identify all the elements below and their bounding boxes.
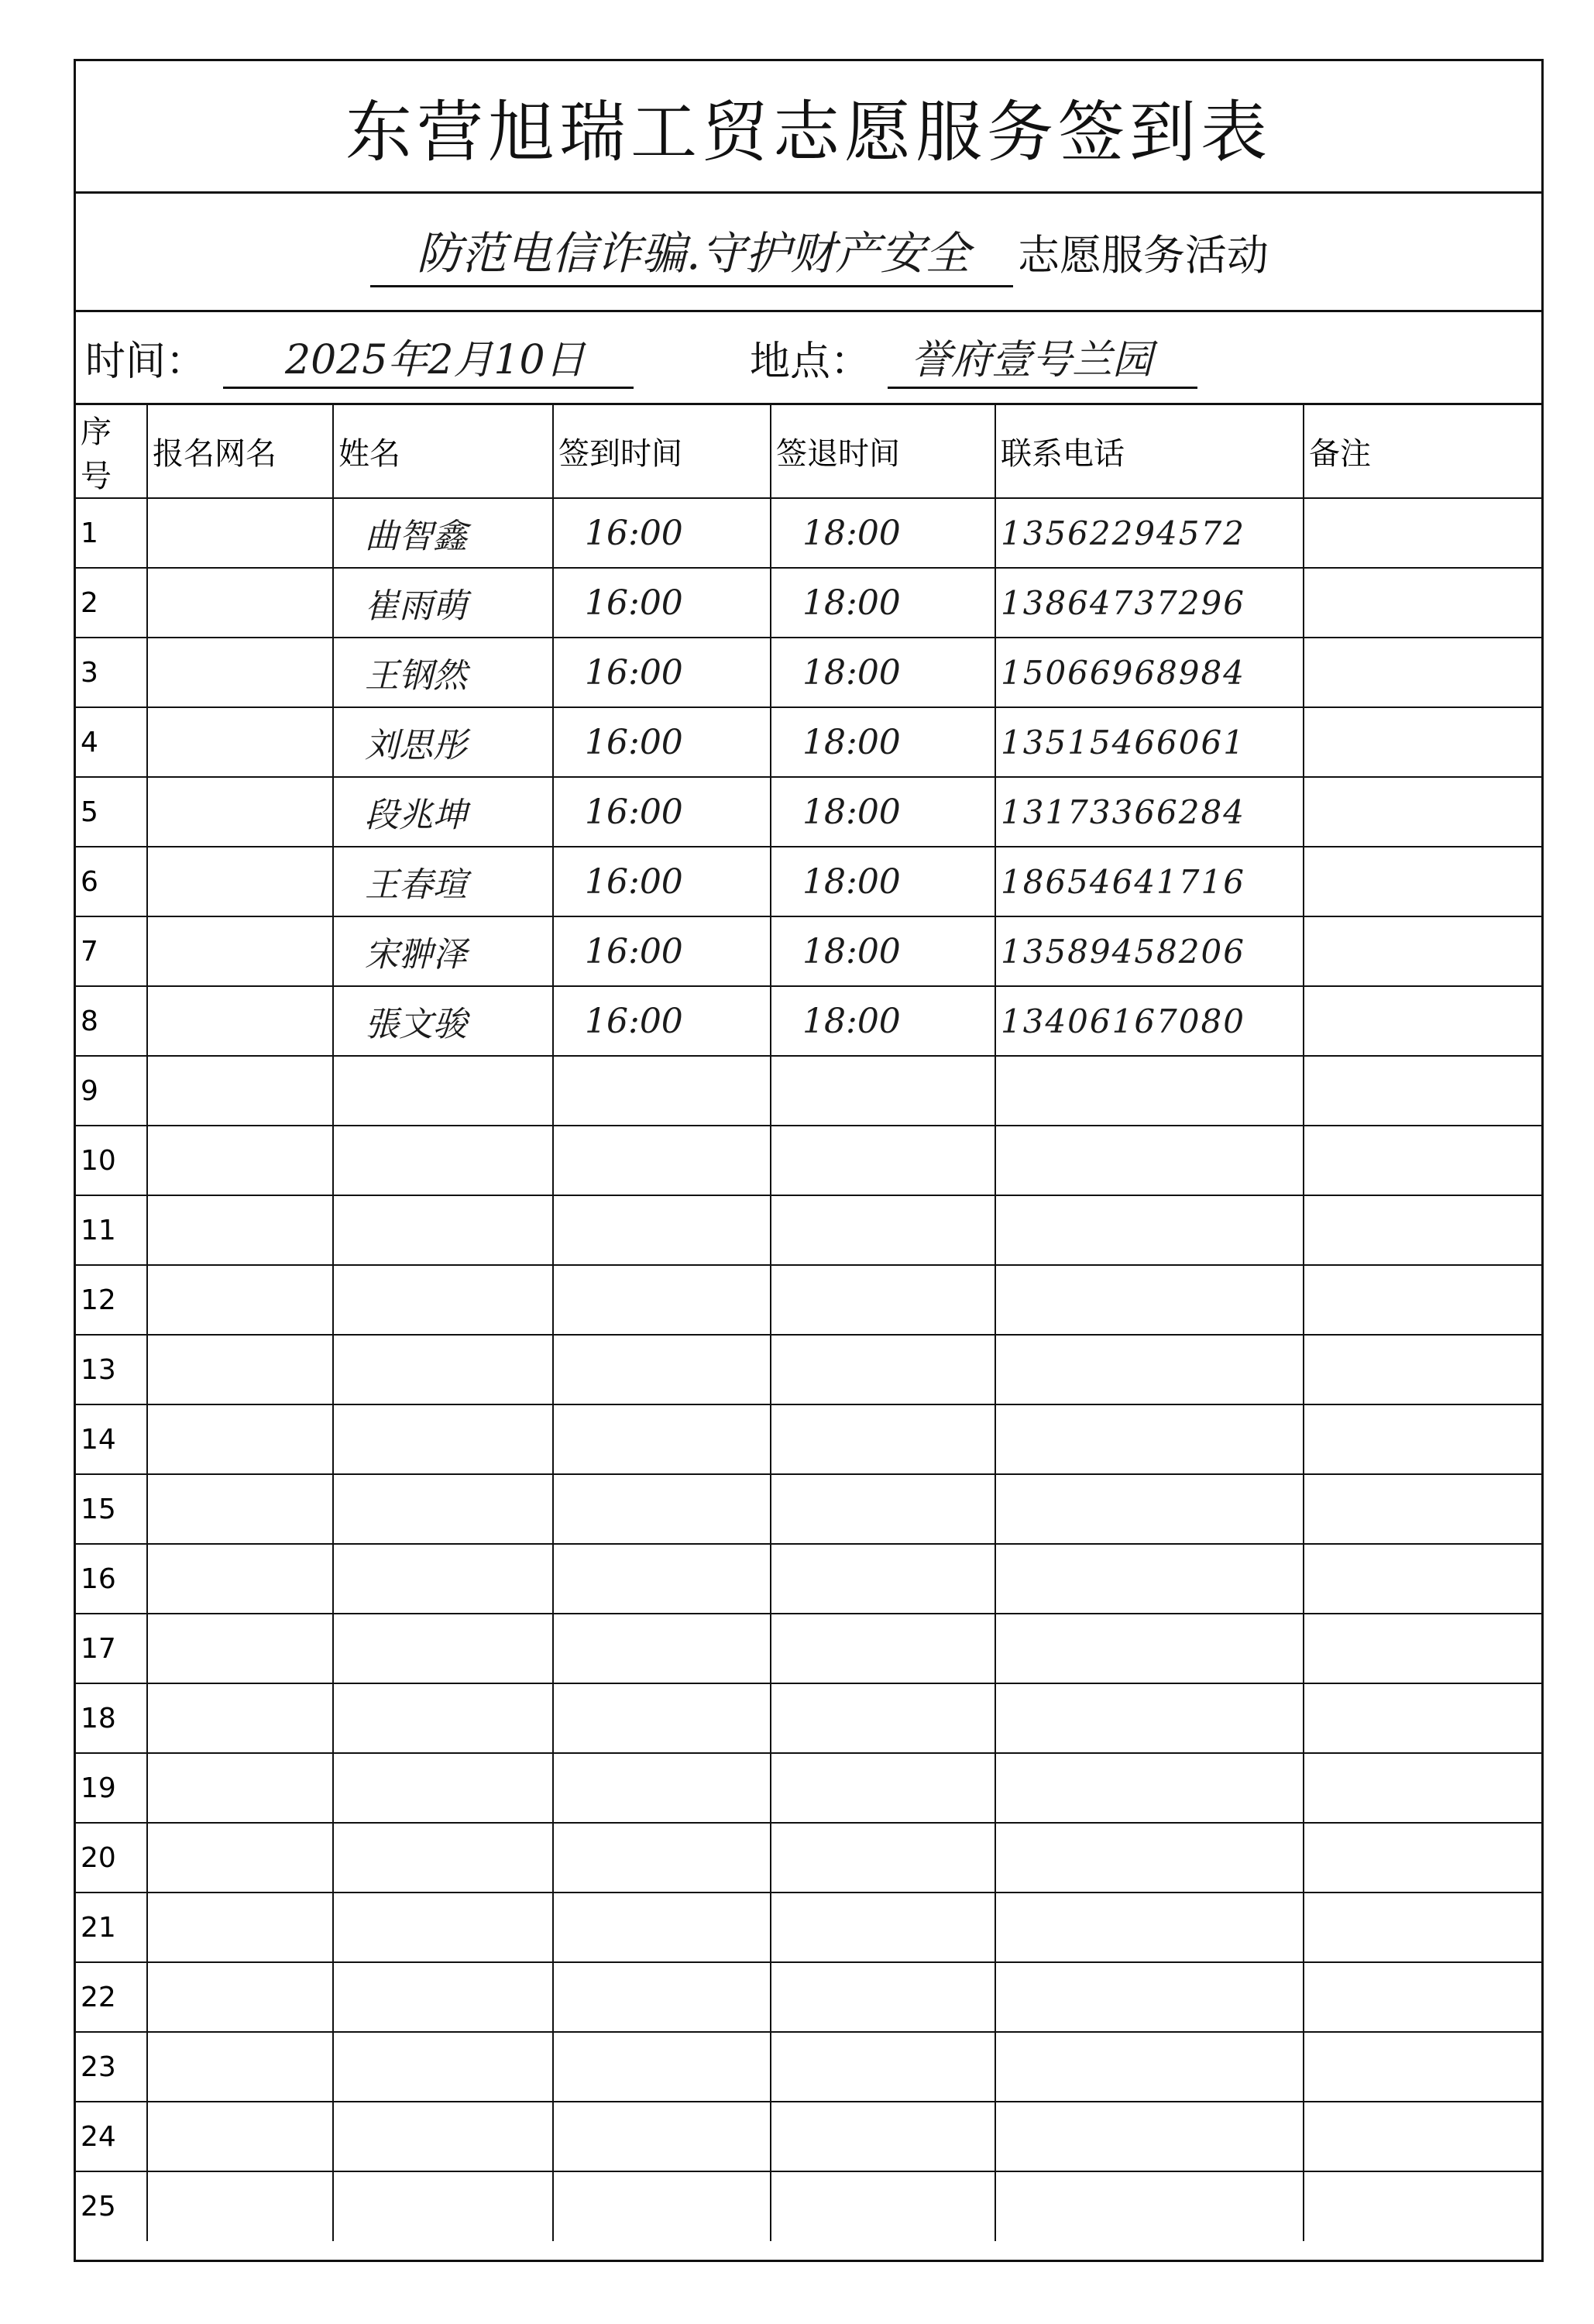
cell-name bbox=[333, 1404, 553, 1474]
table-row bbox=[76, 777, 1541, 847]
cell-name bbox=[333, 2032, 553, 2102]
cell-no: 11 bbox=[76, 1195, 147, 1265]
cell-phone: 18654641716 bbox=[995, 847, 1304, 916]
table-body bbox=[76, 498, 1541, 2241]
cell-name: 刘思彤 bbox=[333, 707, 553, 777]
cell-remarks bbox=[1304, 707, 1541, 777]
cell-no: 23 bbox=[76, 2032, 147, 2102]
header-sign-in-time: 签到时间 bbox=[553, 405, 771, 498]
sign-in-sheet bbox=[74, 59, 1544, 2262]
cell-nickname bbox=[147, 1823, 333, 1893]
sheet-title: 东营旭瑞工贸志愿服务签到表 bbox=[76, 61, 1541, 194]
cell-remarks bbox=[1304, 1753, 1541, 1823]
activity-suffix: 志愿服务活动 bbox=[1018, 230, 1269, 280]
cell-remarks bbox=[1304, 638, 1541, 707]
cell-no: 25 bbox=[76, 2171, 147, 2241]
header-nickname: 报名网名 bbox=[147, 405, 333, 498]
location-value: 誉府壹号兰园 bbox=[888, 327, 1197, 389]
table-row bbox=[76, 1126, 1541, 1195]
cell-name bbox=[333, 1544, 553, 1614]
cell-sign-out-time bbox=[771, 1893, 995, 1962]
cell-name: 張文骏 bbox=[333, 986, 553, 1056]
cell-no: 22 bbox=[76, 1962, 147, 2032]
cell-no: 4 bbox=[76, 707, 147, 777]
cell-nickname bbox=[147, 916, 333, 986]
cell-no: 1 bbox=[76, 498, 147, 568]
cell-sign-in-time bbox=[553, 1544, 771, 1614]
table-row bbox=[76, 1056, 1541, 1126]
cell-phone: 13562294572 bbox=[995, 498, 1304, 568]
time-label: 时间： bbox=[85, 339, 207, 385]
cell-no: 5 bbox=[76, 777, 147, 847]
cell-remarks bbox=[1304, 1893, 1541, 1962]
cell-phone: 15066968984 bbox=[995, 638, 1304, 707]
cell-phone: 13406167080 bbox=[995, 986, 1304, 1056]
cell-no: 3 bbox=[76, 638, 147, 707]
cell-phone bbox=[995, 1544, 1304, 1614]
cell-sign-in-time bbox=[553, 1056, 771, 1126]
cell-no: 6 bbox=[76, 847, 147, 916]
cell-nickname bbox=[147, 1335, 333, 1404]
cell-remarks bbox=[1304, 1614, 1541, 1683]
activity-line bbox=[76, 194, 1541, 312]
table-row bbox=[76, 1893, 1541, 1962]
cell-nickname bbox=[147, 1195, 333, 1265]
cell-sign-in-time: 16:00 bbox=[553, 638, 771, 707]
header-phone: 联系电话 bbox=[995, 405, 1304, 498]
cell-sign-out-time bbox=[771, 1823, 995, 1893]
cell-sign-out-time: 18:00 bbox=[771, 777, 995, 847]
cell-phone bbox=[995, 2102, 1304, 2171]
cell-no: 18 bbox=[76, 1683, 147, 1753]
cell-sign-out-time bbox=[771, 1753, 995, 1823]
cell-sign-out-time: 18:00 bbox=[771, 916, 995, 986]
cell-nickname bbox=[147, 1265, 333, 1335]
cell-nickname bbox=[147, 2171, 333, 2241]
cell-sign-in-time bbox=[553, 2032, 771, 2102]
cell-nickname bbox=[147, 986, 333, 1056]
cell-sign-in-time: 16:00 bbox=[553, 916, 771, 986]
cell-phone bbox=[995, 1823, 1304, 1893]
cell-phone bbox=[995, 1195, 1304, 1265]
cell-sign-out-time bbox=[771, 2032, 995, 2102]
table-row bbox=[76, 1195, 1541, 1265]
cell-phone bbox=[995, 2171, 1304, 2241]
cell-remarks bbox=[1304, 568, 1541, 638]
cell-sign-in-time bbox=[553, 1474, 771, 1544]
cell-name bbox=[333, 1753, 553, 1823]
cell-no: 8 bbox=[76, 986, 147, 1056]
cell-sign-out-time bbox=[771, 1056, 995, 1126]
table-row bbox=[76, 2102, 1541, 2171]
meta-line bbox=[76, 312, 1541, 405]
cell-no: 10 bbox=[76, 1126, 147, 1195]
cell-no: 21 bbox=[76, 1893, 147, 1962]
cell-nickname bbox=[147, 707, 333, 777]
table-row bbox=[76, 568, 1541, 638]
cell-sign-out-time: 18:00 bbox=[771, 568, 995, 638]
table-row bbox=[76, 638, 1541, 707]
cell-name bbox=[333, 1893, 553, 1962]
cell-sign-in-time bbox=[553, 1614, 771, 1683]
cell-remarks bbox=[1304, 916, 1541, 986]
header-no: 序号 bbox=[76, 405, 147, 498]
cell-no: 19 bbox=[76, 1753, 147, 1823]
table-row bbox=[76, 847, 1541, 916]
cell-sign-in-time bbox=[553, 1126, 771, 1195]
table-row bbox=[76, 1823, 1541, 1893]
cell-name bbox=[333, 1126, 553, 1195]
cell-name bbox=[333, 1614, 553, 1683]
cell-sign-out-time: 18:00 bbox=[771, 986, 995, 1056]
cell-sign-in-time: 16:00 bbox=[553, 847, 771, 916]
cell-remarks bbox=[1304, 1404, 1541, 1474]
cell-phone bbox=[995, 1683, 1304, 1753]
cell-sign-out-time bbox=[771, 1474, 995, 1544]
cell-sign-in-time bbox=[553, 1962, 771, 2032]
cell-phone bbox=[995, 2032, 1304, 2102]
header-remarks: 备注 bbox=[1304, 405, 1541, 498]
cell-nickname bbox=[147, 638, 333, 707]
location-label: 地点： bbox=[750, 339, 871, 385]
cell-sign-out-time bbox=[771, 2171, 995, 2241]
cell-remarks bbox=[1304, 1126, 1541, 1195]
cell-sign-in-time bbox=[553, 1404, 771, 1474]
cell-name: 王春瑄 bbox=[333, 847, 553, 916]
cell-remarks bbox=[1304, 1335, 1541, 1404]
cell-name bbox=[333, 1195, 553, 1265]
table-row bbox=[76, 1404, 1541, 1474]
table-row bbox=[76, 2171, 1541, 2241]
cell-phone bbox=[995, 1335, 1304, 1404]
activity-topic: 防范电信诈骗.守护财产安全 bbox=[370, 217, 1013, 287]
cell-nickname bbox=[147, 1753, 333, 1823]
cell-name: 王钢然 bbox=[333, 638, 553, 707]
cell-name bbox=[333, 1265, 553, 1335]
cell-phone bbox=[995, 1614, 1304, 1683]
cell-remarks bbox=[1304, 1683, 1541, 1753]
cell-no: 16 bbox=[76, 1544, 147, 1614]
cell-sign-out-time bbox=[771, 1335, 995, 1404]
cell-sign-out-time bbox=[771, 1962, 995, 2032]
cell-remarks bbox=[1304, 1544, 1541, 1614]
cell-no: 20 bbox=[76, 1823, 147, 1893]
cell-sign-out-time: 18:00 bbox=[771, 498, 995, 568]
header-name: 姓名 bbox=[333, 405, 553, 498]
cell-nickname bbox=[147, 1056, 333, 1126]
table-row bbox=[76, 1265, 1541, 1335]
cell-nickname bbox=[147, 1474, 333, 1544]
cell-remarks bbox=[1304, 2102, 1541, 2171]
cell-remarks bbox=[1304, 2171, 1541, 2241]
cell-name bbox=[333, 1823, 553, 1893]
cell-sign-in-time bbox=[553, 1195, 771, 1265]
cell-nickname bbox=[147, 1404, 333, 1474]
table-row bbox=[76, 1614, 1541, 1683]
cell-phone bbox=[995, 1753, 1304, 1823]
cell-remarks bbox=[1304, 986, 1541, 1056]
table-row bbox=[76, 707, 1541, 777]
cell-no: 13 bbox=[76, 1335, 147, 1404]
time-value: 2025年2月10日 bbox=[223, 327, 634, 389]
cell-phone bbox=[995, 1265, 1304, 1335]
cell-remarks bbox=[1304, 1474, 1541, 1544]
cell-nickname bbox=[147, 847, 333, 916]
table-row bbox=[76, 916, 1541, 986]
cell-no: 17 bbox=[76, 1614, 147, 1683]
cell-phone: 13864737296 bbox=[995, 568, 1304, 638]
cell-sign-out-time bbox=[771, 1126, 995, 1195]
cell-sign-in-time bbox=[553, 1683, 771, 1753]
cell-sign-out-time: 18:00 bbox=[771, 847, 995, 916]
cell-no: 24 bbox=[76, 2102, 147, 2171]
cell-name: 曲智鑫 bbox=[333, 498, 553, 568]
cell-remarks bbox=[1304, 1056, 1541, 1126]
cell-sign-out-time bbox=[771, 1404, 995, 1474]
sign-in-table bbox=[76, 405, 1541, 2241]
cell-sign-out-time: 18:00 bbox=[771, 707, 995, 777]
cell-nickname bbox=[147, 568, 333, 638]
cell-name bbox=[333, 1683, 553, 1753]
cell-sign-in-time: 16:00 bbox=[553, 707, 771, 777]
cell-name bbox=[333, 1335, 553, 1404]
table-row bbox=[76, 1544, 1541, 1614]
cell-sign-in-time bbox=[553, 1265, 771, 1335]
cell-phone bbox=[995, 1893, 1304, 1962]
cell-phone: 13173366284 bbox=[995, 777, 1304, 847]
cell-sign-in-time: 16:00 bbox=[553, 986, 771, 1056]
cell-sign-in-time bbox=[553, 2102, 771, 2171]
cell-sign-out-time bbox=[771, 1195, 995, 1265]
cell-name: 崔雨萌 bbox=[333, 568, 553, 638]
cell-sign-in-time bbox=[553, 1893, 771, 1962]
cell-remarks bbox=[1304, 2032, 1541, 2102]
table-row bbox=[76, 1474, 1541, 1544]
cell-sign-in-time bbox=[553, 2171, 771, 2241]
cell-nickname bbox=[147, 2102, 333, 2171]
cell-sign-in-time bbox=[553, 1335, 771, 1404]
cell-phone: 13589458206 bbox=[995, 916, 1304, 986]
cell-name: 宋翀泽 bbox=[333, 916, 553, 986]
table-row bbox=[76, 1962, 1541, 2032]
cell-phone bbox=[995, 1056, 1304, 1126]
table-row bbox=[76, 498, 1541, 568]
table-row bbox=[76, 1753, 1541, 1823]
cell-sign-in-time: 16:00 bbox=[553, 498, 771, 568]
cell-no: 15 bbox=[76, 1474, 147, 1544]
cell-sign-in-time bbox=[553, 1823, 771, 1893]
cell-phone bbox=[995, 1474, 1304, 1544]
cell-remarks bbox=[1304, 498, 1541, 568]
cell-remarks bbox=[1304, 777, 1541, 847]
cell-name bbox=[333, 1056, 553, 1126]
cell-name: 段兆坤 bbox=[333, 777, 553, 847]
cell-sign-out-time bbox=[771, 1683, 995, 1753]
cell-no: 2 bbox=[76, 568, 147, 638]
cell-nickname bbox=[147, 2032, 333, 2102]
cell-phone bbox=[995, 1404, 1304, 1474]
table-row bbox=[76, 1335, 1541, 1404]
cell-no: 7 bbox=[76, 916, 147, 986]
cell-name bbox=[333, 1474, 553, 1544]
cell-name bbox=[333, 1962, 553, 2032]
cell-sign-out-time bbox=[771, 1544, 995, 1614]
cell-sign-in-time: 16:00 bbox=[553, 777, 771, 847]
cell-sign-in-time bbox=[553, 1753, 771, 1823]
cell-nickname bbox=[147, 1893, 333, 1962]
cell-sign-out-time bbox=[771, 1265, 995, 1335]
cell-nickname bbox=[147, 1126, 333, 1195]
cell-nickname bbox=[147, 1683, 333, 1753]
cell-sign-in-time: 16:00 bbox=[553, 568, 771, 638]
cell-remarks bbox=[1304, 847, 1541, 916]
cell-remarks bbox=[1304, 1195, 1541, 1265]
cell-remarks bbox=[1304, 1265, 1541, 1335]
cell-phone: 13515466061 bbox=[995, 707, 1304, 777]
cell-no: 9 bbox=[76, 1056, 147, 1126]
cell-no: 12 bbox=[76, 1265, 147, 1335]
cell-nickname bbox=[147, 777, 333, 847]
cell-nickname bbox=[147, 1962, 333, 2032]
table-header-row bbox=[76, 405, 1541, 498]
cell-nickname bbox=[147, 1544, 333, 1614]
cell-sign-out-time bbox=[771, 2102, 995, 2171]
header-sign-out-time: 签退时间 bbox=[771, 405, 995, 498]
cell-no: 14 bbox=[76, 1404, 147, 1474]
cell-remarks bbox=[1304, 1962, 1541, 2032]
cell-nickname bbox=[147, 498, 333, 568]
cell-remarks bbox=[1304, 1823, 1541, 1893]
table-row bbox=[76, 986, 1541, 1056]
cell-sign-out-time bbox=[771, 1614, 995, 1683]
cell-phone bbox=[995, 1126, 1304, 1195]
cell-sign-out-time: 18:00 bbox=[771, 638, 995, 707]
table-row bbox=[76, 2032, 1541, 2102]
cell-name bbox=[333, 2171, 553, 2241]
cell-nickname bbox=[147, 1614, 333, 1683]
cell-phone bbox=[995, 1962, 1304, 2032]
cell-name bbox=[333, 2102, 553, 2171]
table-row bbox=[76, 1683, 1541, 1753]
